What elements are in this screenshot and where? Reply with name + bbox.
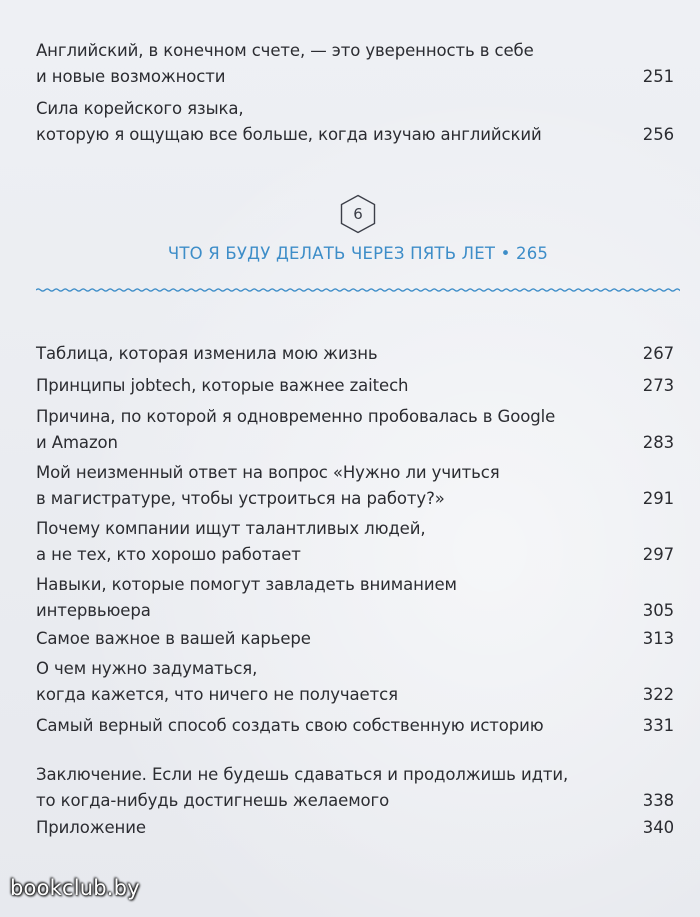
- toc-entry-title: О чем нужно задуматься, когда кажется, что ничего не получается: [36, 659, 398, 704]
- chapter-number-badge: [339, 194, 377, 234]
- toc-entry-page: 256: [642, 125, 674, 144]
- toc-entry: [36, 404, 680, 456]
- toc-entry-page: 313: [642, 629, 674, 648]
- toc-entry-page: 322: [642, 685, 674, 704]
- toc-entry-title: Принципы jobtech, которые важнее zaitech: [36, 376, 409, 395]
- toc-entry-title: Английский, в конечном счете, — это уверенность в себе и новые возможности: [36, 41, 534, 86]
- toc-entry: [36, 626, 680, 652]
- toc-entry-page: 267: [642, 344, 674, 363]
- toc-entry: [36, 373, 680, 399]
- toc-entry-title: Таблица, которая изменила мою жизнь: [36, 344, 378, 363]
- toc-entry: [36, 516, 680, 568]
- toc-entry: [36, 96, 680, 148]
- toc-entry-page: 305: [642, 601, 674, 620]
- toc-entry: [36, 572, 680, 624]
- toc-entry: [36, 713, 680, 739]
- watermark: bookclub.by: [10, 876, 140, 900]
- toc-entry-title: Самый верный способ создать свою собственную историю: [36, 716, 544, 735]
- toc-entry-page: 251: [642, 67, 674, 86]
- toc-entry-title: Самое важное в вашей карьере: [36, 629, 311, 648]
- toc-entry-title: Заключение. Если не будешь сдаваться и продолжишь идти, то когда-нибудь достигнешь желаемого: [36, 765, 569, 810]
- chapter-number: 6: [353, 205, 363, 223]
- toc-entry-title: Сила корейского языка, которую я ощущаю все больше, когда изучаю английский: [36, 99, 542, 144]
- toc-entry-page: 273: [642, 376, 674, 395]
- toc-entry: [36, 460, 680, 512]
- toc-entry: [36, 38, 680, 90]
- toc-entry-conclusion: [36, 762, 680, 814]
- toc-entry-title: Почему компании ищут талантливых людей, а не тех, кто хорошо работает: [36, 519, 426, 564]
- toc-entry-page: 297: [642, 545, 674, 564]
- toc-entry-page: 283: [642, 433, 674, 452]
- toc-entry-appendix: [36, 815, 680, 841]
- wave-divider: [36, 284, 680, 296]
- toc-entry-page: 291: [642, 489, 674, 508]
- toc-entry-title: Приложение: [36, 818, 146, 837]
- toc-entry-title: Мой неизменный ответ на вопрос «Нужно ли учиться в магистратуре, чтобы устроиться на работу?»: [36, 463, 500, 508]
- toc-entry-title: Причина, по которой я одновременно пробовалась в Google и Amazon: [36, 407, 556, 452]
- chapter-heading: ЧТО Я БУДУ ДЕЛАТЬ ЧЕРЕЗ ПЯТЬ ЛЕТ • 265: [167, 244, 549, 263]
- toc-entry-page: 331: [642, 716, 674, 735]
- toc-entry-page: 338: [642, 791, 674, 810]
- toc-entry: [36, 656, 680, 708]
- toc-entry: [36, 341, 680, 367]
- toc-entry-page: 340: [642, 818, 674, 837]
- toc-entry-title: Навыки, которые помогут завладеть вниманием интервьюера: [36, 575, 457, 620]
